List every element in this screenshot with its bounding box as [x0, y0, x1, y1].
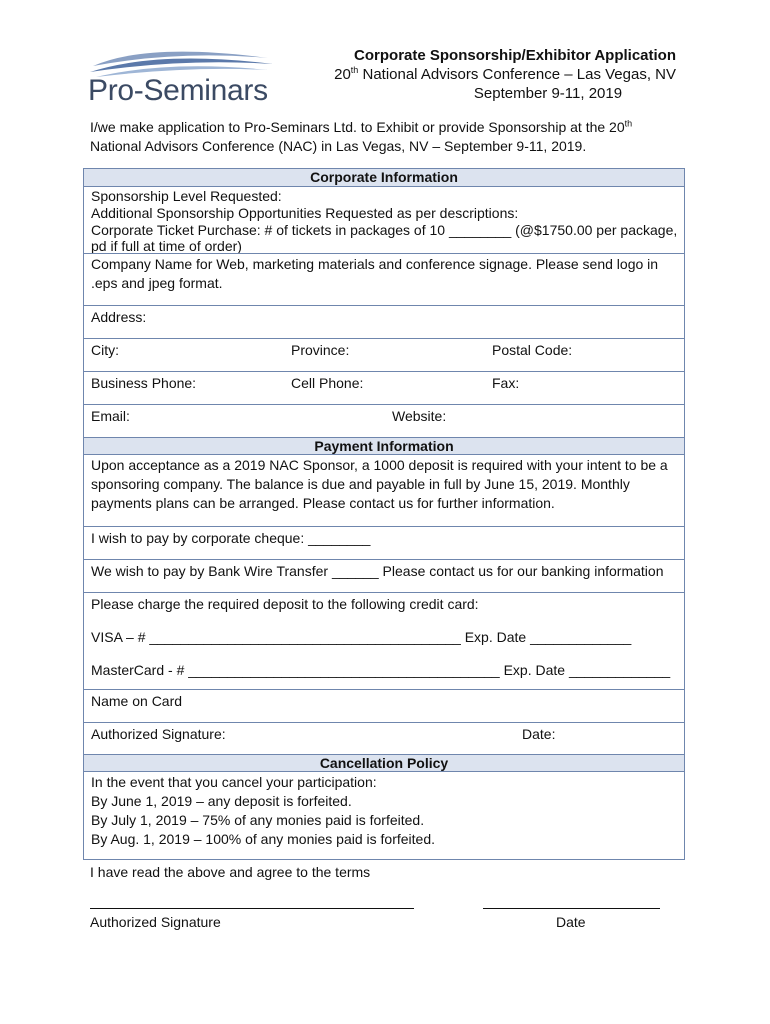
email-row: [84, 404, 684, 438]
ticket-purchase-note: pd if full at time of order): [91, 238, 242, 254]
payment-info-heading: Payment Information: [84, 437, 684, 455]
signature-date-label[interactable]: Date:: [522, 726, 556, 742]
conference-name-rest: National Advisors Conference – Las Vegas, NV: [358, 66, 676, 83]
cancellation-line-4: By Aug. 1, 2019 – 100% of any monies paid is forfeited.: [91, 831, 435, 847]
address-row[interactable]: [84, 305, 684, 339]
additional-sponsorship-label: Additional Sponsorship Opportunities Requested as per descriptions:: [91, 205, 519, 221]
ticket-purchase-field[interactable]: Corporate Ticket Purchase: # of tickets in packages of 10 ________ (@$1750.00 per package,: [91, 222, 678, 238]
authorized-signature-line[interactable]: [90, 908, 414, 909]
cheque-row[interactable]: [84, 526, 684, 560]
payment-terms-line-3: payments plans can be arranged. Please contact us for further information.: [91, 495, 555, 511]
cancellation-line-2: By June 1, 2019 – any deposit is forfeited.: [91, 793, 352, 809]
intro-ordinal-suffix: th: [624, 118, 633, 129]
authorized-signature-label[interactable]: Authorized Signature:: [91, 726, 226, 742]
date-line[interactable]: [483, 908, 660, 909]
intro-text-2: National Advisors Conference (NAC) in Las Vegas, NV – September 9-11, 2019.: [90, 138, 587, 154]
cancellation-policy-heading: Cancellation Policy: [84, 754, 684, 772]
intro-paragraph: [90, 118, 690, 156]
pro-seminars-logo: [88, 44, 278, 112]
intro-text-1: I/we make application to Pro-Seminars Ltd. to Exhibit or provide Sponsorship at the 20: [90, 119, 625, 135]
agreement-statement: I have read the above and agree to the terms: [90, 864, 371, 880]
payment-signature-row: [84, 722, 684, 755]
credit-card-instruction: Please charge the required deposit to the following credit card:: [91, 596, 479, 612]
sponsorship-level-label: Sponsorship Level Requested:: [91, 188, 282, 204]
email-label[interactable]: Email:: [91, 408, 130, 424]
name-on-card-label: Name on Card: [91, 693, 183, 709]
conference-dates: September 9-11, 2019: [473, 85, 623, 102]
city-row: [84, 338, 684, 372]
province-label[interactable]: Province:: [291, 342, 350, 358]
postal-code-label[interactable]: Postal Code:: [492, 342, 573, 358]
city-label[interactable]: City:: [91, 342, 119, 358]
cancellation-policy-block: [84, 771, 684, 859]
website-label[interactable]: Website:: [392, 408, 447, 424]
authorized-signature-caption: Authorized Signature: [90, 914, 221, 930]
payment-terms-block: [84, 454, 684, 527]
name-on-card-row[interactable]: [84, 689, 684, 723]
sponsorship-block: [84, 186, 684, 254]
cancellation-line-3: By July 1, 2019 – 75% of any monies paid is forfeited.: [91, 812, 425, 828]
cancellation-line-1: In the event that you cancel your participation:: [91, 774, 377, 790]
cell-phone-label[interactable]: Cell Phone:: [291, 375, 364, 391]
phone-row: [84, 371, 684, 405]
corporate-info-heading: Corporate Information: [84, 169, 684, 186]
cheque-field: I wish to pay by corporate cheque: ________: [91, 530, 371, 546]
conference-ordinal-suffix: th: [350, 65, 359, 75]
business-phone-label[interactable]: Business Phone:: [91, 375, 197, 391]
visa-field[interactable]: VISA – # ________________________________________ Exp. Date _____________: [91, 629, 632, 645]
wire-transfer-field: We wish to pay by Bank Wire Transfer ______ Please contact us for our banking information: [91, 563, 664, 579]
credit-card-block: [84, 592, 684, 690]
wire-transfer-row[interactable]: [84, 559, 684, 593]
conference-ordinal: 20: [334, 66, 351, 83]
mastercard-field[interactable]: MasterCard - # ________________________________________ Exp. Date _____________: [91, 662, 671, 678]
address-label: Address:: [91, 309, 147, 325]
company-name-row[interactable]: [84, 253, 684, 306]
date-caption: Date: [556, 914, 586, 930]
conference-name: [300, 65, 676, 84]
company-name-label-1: Company Name for Web, marketing materials and conference signage. Please send logo in: [91, 256, 659, 272]
document-header: [300, 46, 676, 103]
payment-terms-line-2: sponsoring company. The balance is due and payable in full by June 15, 2019. Monthly: [91, 476, 630, 492]
application-form: [83, 168, 685, 860]
page-title: Corporate Sponsorship/Exhibitor Application: [354, 47, 676, 64]
payment-terms-line-1: Upon acceptance as a 2019 NAC Sponsor, a 1000 deposit is required with your intent to be a: [91, 457, 668, 473]
fax-label[interactable]: Fax:: [492, 375, 520, 391]
company-name-label-2: .eps and jpeg format.: [91, 275, 223, 291]
logo-text: Pro-Seminars: [88, 74, 268, 107]
